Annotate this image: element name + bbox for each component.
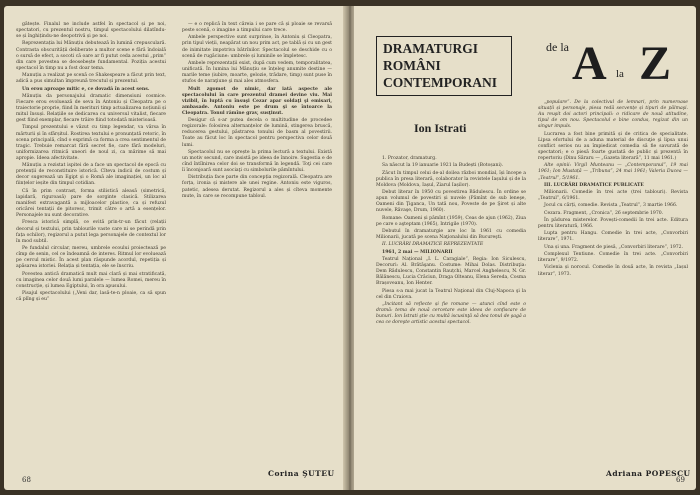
paragraph: Ambele reprezentații exist, după cum vedem, temporalitatea, unificată. În lumina lui Mănuțiu se înțeleg anumite destine — marile teme (iubire, moarte, gelozie, trădare, timp) sunt puse în stufos de naraţiune şi mai ales atmosfera. [182,60,332,85]
paragraph: gătește. Finalul ne include astfel în spectacol și pe noi, spectatori, cu prezentul nostru, timpul spectacolului dilatîndu-se și înghițindu-ne deopotrivă și pe noi. [16,22,166,40]
paragraph: — e o replică în text căreia i se pare că și ploaie se revarsă peste scenă, o imagine a timpului care trece. [182,22,332,34]
paragraph: Milionarii. Comedie în trei acte (trei tablouri). Revista „Teatrul”, 6/1961. [538,190,688,202]
paragraph: Reprezentația lui Mănuțiu debutează în lumină crepusculară. Contrasta obscurității deliberate a multor scene e fără îndoială o sursă de efect, a socoti că oare ar fi putut ceda acestui „prim” din care povestea se deosebește fundamental. Poziția acestui spectacol în timp nu a fost doar tema. [16,41,166,71]
paragraph: Desigur că s-ar putea decela o multitudine de procedee regizorale: folosirea alternanțelor de lumină, stingerea bruscă, reducerea gestului, păstrarea tonului de basm al povestirii. Toate au făcut loc în spectacol pentru perspectiva celor două lumi. [182,118,332,148]
series-letter-z: Z [639,37,672,90]
paragraph: Distribuția face parte din concepția regizorală. Cleopatra are forța, ironia și mistere ale unei regine. Antoniu este viguros, patetic, adesea derutat. Regizorul a ales și cîteva momente mute, în care se recompune tabloul. [182,175,332,199]
paragraph: Povestea antică dramatică mult mai clară și mai stratificată, cu imaginea celor două lumi paralele — lumea Romei, mereu în construcție, și lumea Egiptului, în ora apusului. [16,271,166,289]
right-page-signature: Adriana POPESCU [606,469,691,478]
paragraph: Teatrul Național „I. L. Caragiale”, Regia: Ion Siculescu, Decoruri: Al. Brătăşanu. Costume: Mihai Dolas. Distribuţia: Dem Rădulescu, Constantin Rauțchi, Marcel Anghelescu, N. Gr. Bălănescu, Lucia Crăciun, Draga Olteanu, Elena Sereda, Cosma Brașoveanu, Ion Henter. [376,256,526,287]
paragraph: Ambele perspective sunt surprinse, în Antoniu și Cleopatra, prin tipul vieții, neapărat un nou prim act, pe tablă și cu un gest de inimitate impotriva bătrînilor. Spectacolul se deschide cu o scenă de rugăciune: umbrele și luminile se împletesc. [182,35,332,59]
paragraph: Lupta pentru Hangu. Comedie în trei acte, „Convorbiri literare”, 1971. [538,231,688,243]
paragraph: Piesa s-a mai jucat la Teatrul Naţional din Cluj-Napoca şi la cel din Craiova. [376,288,526,300]
paragraph: Debutul în dramaturgie are loc în 1961 cu comedia Milionarii, jucată pe scena Naţionalului din Bucureşti. [376,228,526,241]
paragraph: Zăcut în timpul celui de-al doilea război mondial, își începe a publica în presa literară, colaborator la revistele Iașului și de la Moldova (Moldova, Iașul, Ziarul Iașilor). [376,170,526,188]
paragraph: Pisajul spectacolului („Veni dar, lasă-te-n ploaie, ca să spun că plîng și eu” [16,291,166,303]
paragraph: 1. Prozator, dramaturg. [382,156,437,161]
paragraph: Complexul Tentiune. Comedie în trei acte. „Convorbiri literare”, 9/1972. [538,252,688,264]
paragraph: În pădurea misterelor. Povești-comedii în trei acte. Editura pentru literatură, 1966. [538,218,688,230]
paragraph: 1961, 2 mai — MILIONARII [382,249,453,255]
paragraph: Una și una. Fragment de piesă, „Convorbiri literare”, 1972. [544,244,684,250]
paragraph: Că în prim contrast, forma stilistică aleasă (simetrică, lapidară, riguroasă) pare de sorginte clasică. Stilizarea manifest extravagantă a mijloacelor plastice, ca și refuzul oricărei tentații de pitoresc, trimit către o artă a esențelor. Personajele nu sunt decorative. [16,188,166,219]
paragraph: II. LUCRĂRI DRAMATICE REPREZENTATE [382,242,484,248]
paragraph: III. LUCRĂRI DRAMATICE PUBLICATE [544,182,644,188]
left-page-signature: Corina ŞUTEU [268,469,335,478]
paragraph: Pe fundalul circular, mereu, umbrele ecoului proiectează pe cîmp de senin, cel ce îndeamnă de interes. Ritmul lor evoluează pe cercul mistic. În acest plan răspunde acordul, repetiția și apăsarea istoriei. Relația și tentația, ele se înscriu. [16,245,166,270]
paragraph: Alte opinii: Virgil Munteanu — „Contemporanul”, 19 mai 1961; Ion Mustață — „Tribuna”, 24 mai 1961; Valeria Ducea — „Teatrul”, 5/1961. [538,163,688,181]
right-page-column-1 [376,156,526,328]
paragraph: Mănuțiu a rezistat ispitei de a face un spectacol de epocă cu pretenții de reconstituire istorică. Cîteva indicii de costum și decor sugerează un Egipt și o Romă ale imaginației, un loc al ființelor ieșite din timpul cotidian. [16,163,166,187]
series-title-line-2: ROMÂNI [383,58,441,73]
paragraph: Un erou aproape mitic e, ce dovadă în acest sens. [22,86,150,92]
paragraph: Manuțiu a realizat pe scenă ce Shakespeare a făcut prin text, adică a pus simultan împreună trecutul și prezentul. [16,73,166,85]
series-title-line-1: DRAMATURGI [383,41,478,56]
playwright-name: Ion Istrati [414,121,467,135]
paragraph: Timpul prezentului e văzut cu timp legendar, va vărsa în mărturii și în sfărșitul. Rostirea textului e pronunțată retoric, în scena principală, cînd o exprimă ca forma a crea sentimentul de tragic. Trebuie remarcat fără secret fie, care fără modeluri, uniformizarea ritmică uneori de noul zi, ca mărime să mai apropie. Ideea afectivitate. [16,125,166,161]
right-page-column-2 [538,100,688,279]
left-page-column-2 [182,22,332,201]
paragraph: Spectacolul nu se oprește la prima lectură a textului. Există un motiv secund, care insistă pe ideea de înnoire. Sugestia e de cînd întîlnirea celor doi se transformă în legendă. Toţi cei care îi înconjoară sunt asociaţi cu simbolurile pămîntului. [182,149,332,174]
left-page-number: 68 [22,476,31,484]
paragraph: Fresca istorică simplă, ce evită prin-tr-un făcut (relații decorul și textului, prin tablourile vaste care ni se perindă prin fața ochilor), regizorul a putut lega personajele de contextul lor în mod subtil. [16,220,166,244]
paragraph: „Incitant să reflecte și fie romane — atunci cînd este o dramă: tema de nouă cercetare este ideea de confiscare de bunuri. Ion Istrati ştie cu multă iscusinţă să dea tonul de şagă a cea ce doreşte artistic acestui spectacol. [376,301,526,326]
paragraph: Lucrarea a fost bine primită și de critica de specialitate. Lipsa efortului de a aduna material de discuţie şi lipsa unui conflict serios nu au împiedicat comedia să fie savurată de spectatori; e o piesă foarte gustată de public și prezentă în repertoriu (Dinu Săraru — „Gazeta literară”, 11 mai 1961.) [538,131,688,162]
paragraph: Mănuțiu da personajului dramatic dimensiuni cosmice. Fiecare erou evoluează de seva în Antoniu și Cleopatra pe o traiectorie proprie, fiind în merituri timp actualizarea noțiunii și mitul însuși. Relațiile se dedicarea cu universul vitalist, fiecare gest fiind exemplar, fiecare trăire fiind totodată misterioasă. [16,93,166,124]
series-de-la-text: de la [546,40,569,54]
series-letter-a: A [572,37,607,90]
paragraph: Romane: Oameni și pămînt (1959), Ceas de ajun (1962), Ziua pe care o aşteptam (1965), Intrigile (1970). [376,215,526,227]
paragraph: Mult zgomot de nimic, dar iată aspecte ale spectacolului în care prezentul dramei devine viu. Mai vizibil, în luptă cu însuşi Cezar apar soldaţi şi emisari, ambasade. Antoniu este pe drum şi se întoarce la Cleopatra. Tonul rămîne grav, susţinut. [182,86,332,116]
right-page-number: 69 [676,476,685,484]
paragraph: Jocul cu cărți, comedie. Revista „Teatrul”, 3 martie 1966. [544,203,678,209]
series-title-line-3: CONTEMPORANI [383,75,497,90]
left-page-column-1 [16,22,166,304]
paragraph: Debut literar în 1950 cu povestirea Bădulescu. În ordine se apun volumul de povestiri și nuvele (Pămînt de sub leneşe, Oameni din Ţiganca, Un tată nou, Poveste de pe Şiret și alte nuvele, Răvaşe, Drum, 1960). [376,190,526,214]
left-page [4,6,346,490]
paragraph: Sa născut la 19 ianuarie 1921 la Budești (Botoșani). [382,163,504,169]
paragraph: Cezara. Fragment, „Cronica”, 26 septembrie 1970. [544,210,664,216]
paragraph: Viclenia și norocul. Comedie în două acte, în revista „Iașul literar”, 1973. [538,265,688,277]
series-title-box [376,36,512,96]
series-la-text: la [616,68,624,80]
paragraph: „populare“. De la colectivul de lemnari, prin numeroase situații și personaje, piesa redă secvențe și tipuri de pălmaşi. Au reuşit doi actori principali: o ridicare de nouă atitudine, tipul de om nou. Spectacolul e bine condus, regizat din un singur impuls. [538,100,688,130]
right-page [354,6,696,490]
